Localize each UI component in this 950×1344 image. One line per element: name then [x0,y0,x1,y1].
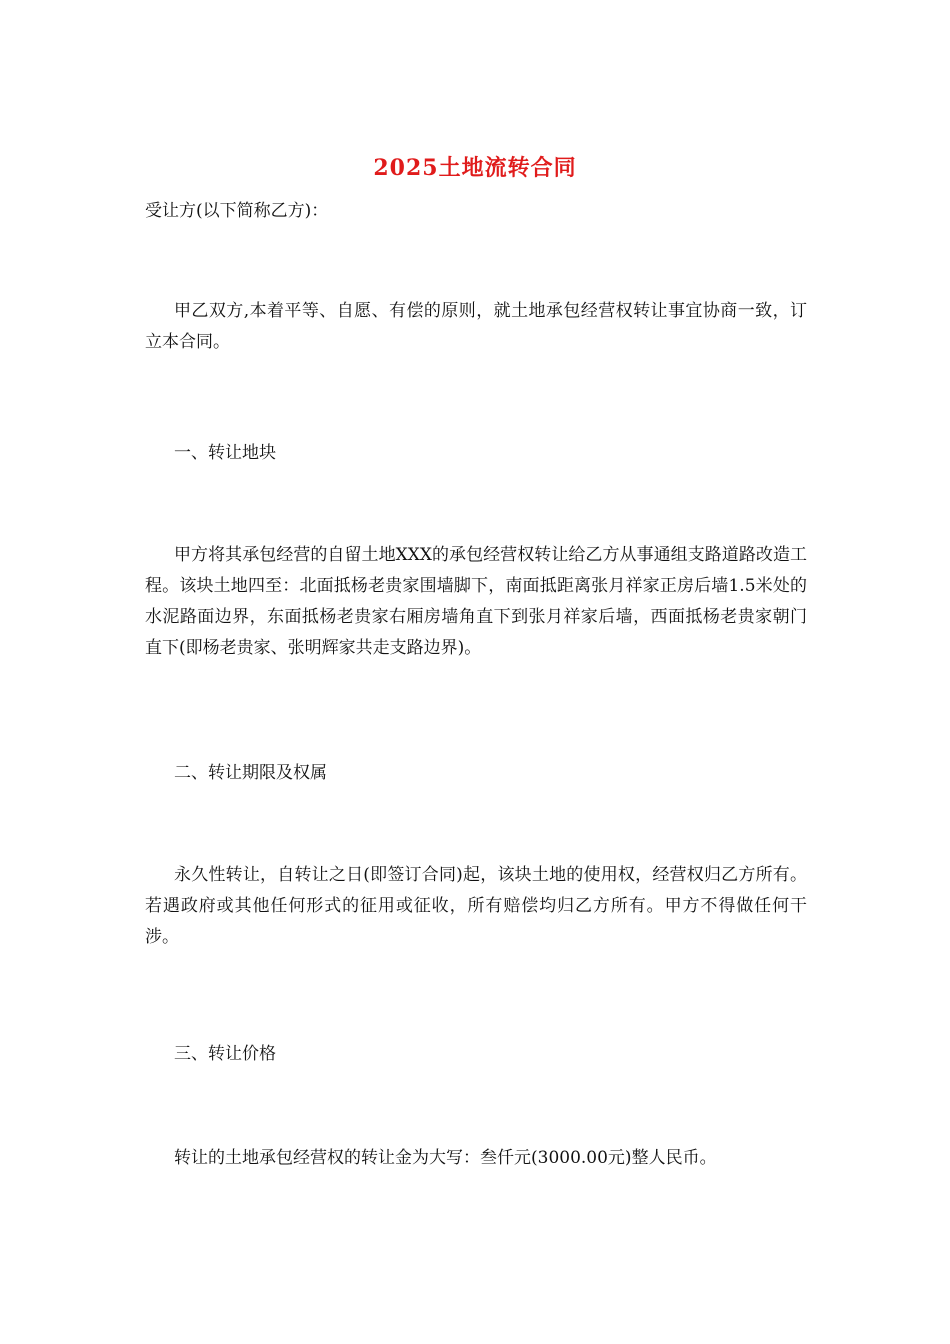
section-3-heading: 三、转让价格 [174,1044,276,1064]
document-title: 2025土地流转合同 [373,155,577,181]
section-2-heading: 二、转让期限及权属 [174,763,327,783]
section-3-body: 转让的土地承包经营权的转让金为大写：叁仟元(3000.00元)整人民币。 [174,1148,717,1168]
section-2-body: 永久性转让，自转让之日(即签订合同)起，该块土地的使用权，经营权归乙方所有。若遇政府或其他任何形式的征用或征收，所有赔偿均归乙方所有。甲方不得做任何干涉。 [145,865,807,947]
transferee-line: 受让方(以下简称乙方)： [145,201,329,221]
intro-paragraph: 甲乙双方,本着平等、自愿、有偿的原则，就土地承包经营权转让事宜协商一致，订立本合同。 [145,301,807,352]
section-1-heading: 一、转让地块 [174,443,276,463]
section-1-body: 甲方将其承包经营的自留土地XXX的承包经营权转让给乙方从事通组支路道路改造工程。该块土地四至：北面抵杨老贵家围墙脚下，南面抵距离张月祥家正房后墙1.5米处的水泥路面边界，东面抵杨老贵家右厢房墙角直下到张月祥家后墙，西面抵杨老贵家朝门直下(即杨老贵家、张明辉家共走支路边界)。 [145,545,807,658]
